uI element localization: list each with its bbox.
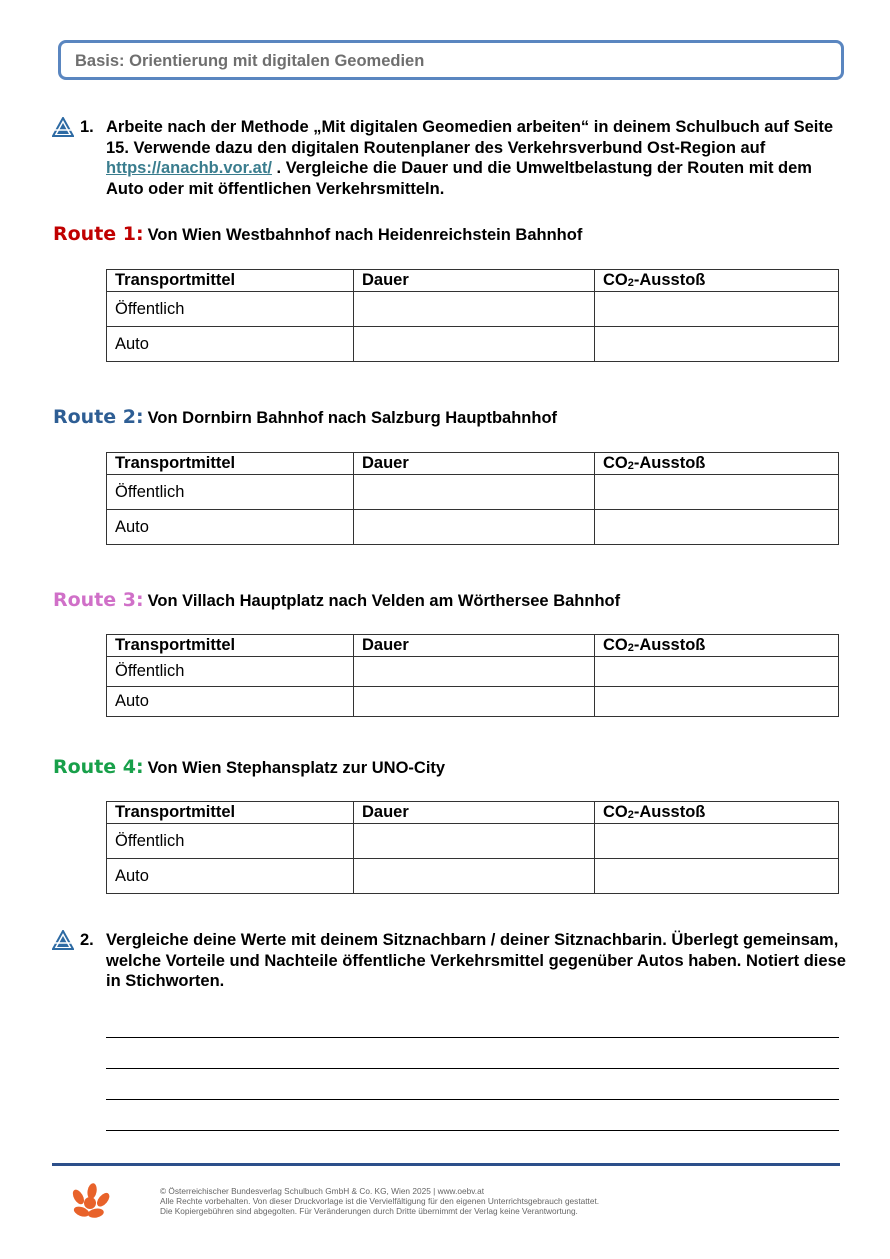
task-number: 1. (80, 118, 94, 136)
route-3-heading (53, 589, 620, 611)
duration-cell[interactable] (354, 824, 595, 859)
table-row (107, 824, 839, 859)
co2-cell[interactable] (595, 475, 839, 510)
route-description: Von Villach Hauptplatz nach Velden am Wörthersee Bahnhof (147, 592, 621, 610)
route-label: Route 1: (53, 223, 144, 245)
route-label: Route 4: (53, 756, 144, 778)
duration-cell[interactable] (354, 475, 595, 510)
route-4-heading (53, 756, 445, 778)
anachb-link[interactable]: https://anachb.vor.at/ (106, 159, 272, 177)
row-label-car: Auto (107, 327, 354, 362)
answer-line[interactable] (106, 1099, 839, 1100)
co2-cell[interactable] (595, 657, 839, 687)
col-header-co2: $CO_2$-Ausstoß (595, 635, 839, 657)
table-row (107, 657, 839, 687)
row-label-car: Auto (107, 687, 354, 717)
row-label-car: Auto (107, 510, 354, 545)
table-row (107, 292, 839, 327)
col-header-co2: $CO_2$-Ausstoß (595, 270, 839, 292)
co2-cell[interactable] (595, 292, 839, 327)
route-description: Von Dornbirn Bahnhof nach Salzburg Hauptbahnhof (147, 409, 558, 427)
route-description: Von Wien Stephansplatz zur UNO-City (147, 759, 446, 777)
col-header-transport: Transportmittel (107, 270, 354, 292)
task-instruction: Arbeite nach der Methode „Mit digitalen Geomedien arbeiten“ in deinem Schulbuch auf Seite 15. Verwende dazu den digitalen Routenplaner des Verkehrsverbund Ost-Region auf https://anachb.vor.at/ . Vergleiche die Dauer und die Umweltbelastung der Routen mit dem Auto oder mit öffentlichen Verkehrsmitteln. (106, 118, 834, 198)
co2-cell[interactable] (595, 859, 839, 894)
section-header-box (58, 40, 844, 80)
answer-line[interactable] (106, 1130, 839, 1131)
col-header-duration: Dauer (354, 635, 595, 657)
footer-copyright: © Österreichischer Bundesverlag Schulbuch GmbH & Co. KG, Wien 2025 | www.oebv.at Alle Rechte vorbehalten. Von dieser Druckvorlage ist die Vervielfältigung für den eigenen Unterrichtsgebrauch gestattet. Die Kopiergebühren sind abgegolten. Für Veränderungen durch Dritte übernimmt der Verlag keine Verantwortung. (160, 1186, 600, 1217)
duration-cell[interactable] (354, 510, 595, 545)
table-row (107, 475, 839, 510)
mountain-level-icon (52, 117, 74, 137)
row-label-car: Auto (107, 859, 354, 894)
route-label: Route 2: (53, 406, 144, 428)
col-header-transport: Transportmittel (107, 453, 354, 475)
answer-line[interactable] (106, 1037, 839, 1038)
mountain-level-icon (52, 930, 74, 950)
col-header-transport: Transportmittel (107, 635, 354, 657)
route-4-table (106, 801, 839, 894)
section-title: Basis: Orientierung mit digitalen Geomedien (75, 52, 425, 70)
route-label: Route 3: (53, 589, 144, 611)
co2-cell[interactable] (595, 327, 839, 362)
co2-cell[interactable] (595, 687, 839, 717)
route-2-heading (53, 406, 557, 428)
duration-cell[interactable] (354, 327, 595, 362)
duration-cell[interactable] (354, 687, 595, 717)
row-label-public: Öffentlich (107, 824, 354, 859)
route-2-table (106, 452, 839, 545)
duration-cell[interactable] (354, 292, 595, 327)
col-header-co2: $CO_2$-Ausstoß (595, 453, 839, 475)
col-header-co2: $CO_2$-Ausstoß (595, 802, 839, 824)
col-header-duration: Dauer (354, 270, 595, 292)
row-label-public: Öffentlich (107, 475, 354, 510)
col-header-transport: Transportmittel (107, 802, 354, 824)
route-1-heading (53, 223, 582, 245)
row-label-public: Öffentlich (107, 657, 354, 687)
table-row (107, 510, 839, 545)
route-3-table (106, 634, 839, 717)
table-row (107, 327, 839, 362)
publisher-logo-icon (70, 1183, 110, 1223)
route-1-table (106, 269, 839, 362)
row-label-public: Öffentlich (107, 292, 354, 327)
footer-divider (52, 1163, 840, 1166)
co2-cell[interactable] (595, 510, 839, 545)
duration-cell[interactable] (354, 859, 595, 894)
co2-cell[interactable] (595, 824, 839, 859)
col-header-duration: Dauer (354, 802, 595, 824)
table-row (107, 687, 839, 717)
answer-line[interactable] (106, 1068, 839, 1069)
table-row (107, 859, 839, 894)
task-number: 2. (80, 931, 94, 949)
duration-cell[interactable] (354, 657, 595, 687)
col-header-duration: Dauer (354, 453, 595, 475)
route-description: Von Wien Westbahnhof nach Heidenreichstein Bahnhof (147, 226, 583, 244)
task-instruction: Vergleiche deine Werte mit deinem Sitznachbarn / deiner Sitznachbarin. Überlegt gemeinsam, welche Vorteile und Nachteile öffentliche Verkehrsmittel gegenüber Autos haben. Notiert diese in Stichworten. (106, 931, 846, 990)
